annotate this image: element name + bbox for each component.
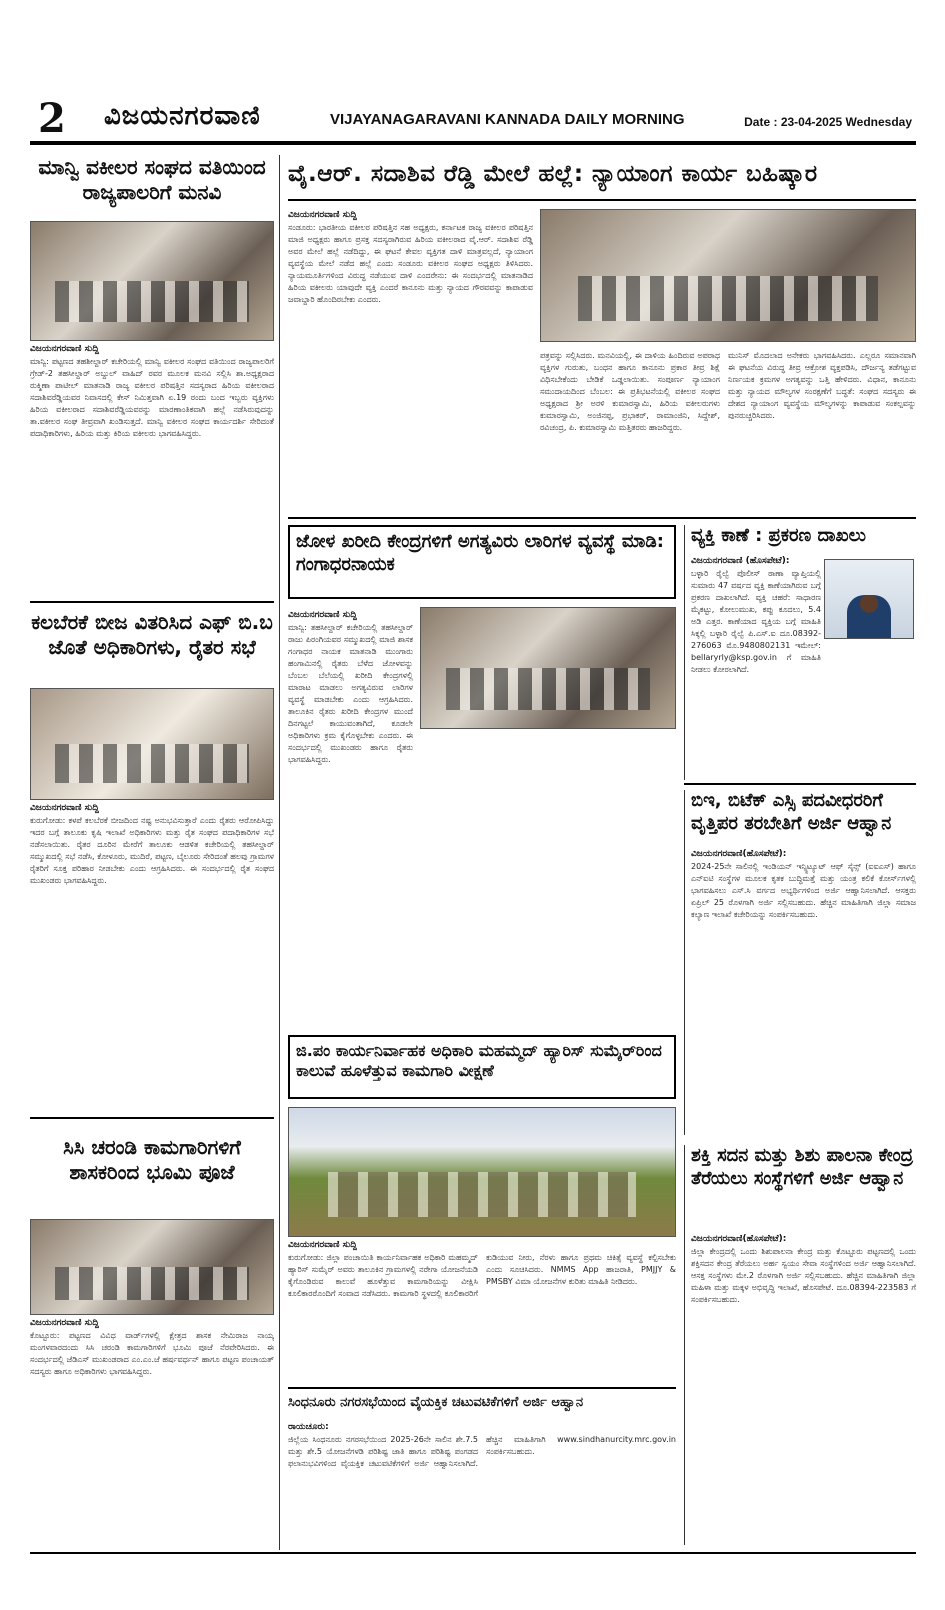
page-number: 2	[38, 95, 66, 142]
divider	[684, 783, 916, 785]
left-column	[30, 155, 280, 1550]
story-missing-person	[684, 525, 916, 780]
portrait-photo	[824, 559, 914, 639]
headline: ಬಿಇ, ಬಿಟೆಕ್ ಎಸ್ಸಿ ಪದವೀಧರರಿಗೆ ವೃತ್ತಿಪರ ತರಬೇತಿಗೆ ಅರ್ಜಿ ಆಹ್ವಾನ	[691, 790, 892, 834]
byline: ವಿಜಯನಗರವಾಣಿ ಸುದ್ದಿ	[30, 344, 99, 354]
story-seed-meeting	[30, 610, 274, 1130]
headline: ಕಲಬೆರಕೆ ಬೀಜ ವಿತರಿಸಿದ ಎಫ್ ಬಿ.ಬ ಜೊತೆ ಅಧಿಕಾರಿಗಳು, ರೈತರ ಸಭೆ	[31, 610, 273, 659]
divider	[288, 517, 916, 519]
byline: ವಿಜಯನಗರವಾಣಿ ಸುದ್ದಿ	[288, 210, 357, 220]
divider	[30, 1117, 274, 1119]
news-photo	[288, 1107, 676, 1237]
masthead	[30, 93, 916, 145]
story-body: ಸಂಡೂರು: ಭಾರತೀಯ ವಕೀಲರ ಪರಿಷತ್ತಿನ ಸಹ ಅಧ್ಯಕ್ಷರು, ಕರ್ನಾಟಕ ರಾಜ್ಯ ವಕೀಲರ ಪರಿಷತ್ತಿನ ಮಾಜಿ ಅಧ್ಯಕ್ಷರು ಹಾಗೂ ಪ್ರಸಕ್ತ ಸದಸ್ಯರಾಗಿರುವ ಹಿರಿಯ ವಕೀಲರಾದ ವೈ.ಆರ್. ಸದಾಶಿವ ರೆಡ್ಡಿ ಅವರ ಮೇಲೆ ಹಲ್ಲೆ ನಡೆದಿದ್ದು, ಈ ಘಟನೆ ಕೇವಲ ವ್ಯಕ್ತಿಗತ ದಾಳಿ ಮಾತ್ರವಲ್ಲದೆ, ನ್ಯಾಯಾಂಗ ವ್ಯವಸ್ಥೆಯ ಮೇಲೆ ನಡೆದ ಹಲ್ಲೆ ಎಂದು ಸಂಡೂರು ವಕೀಲರ ಸಂಘದ ಅಧ್ಯಕ್ಷರು ತಿಳಿಸಿದರು. ನ್ಯಾಯಮೂರ್ತಿಗಳಿಂದ ವಿರುದ್ಧ ನಡೆಯುವ ದಾಳಿ ಎಂದರೇನು: ಈ ಸಂದರ್ಭದಲ್ಲಿ ಮಾತನಾಡಿದ ಹಿರಿಯ ವಕೀಲರು ಯಾವುದೇ ವ್ಯಕ್ತಿ ಎಂದರೆ ಕಾನೂನು ಮತ್ತು ನ್ಯಾಯದ ಗೌರವವನ್ನು ಕಾಪಾಡುವ ಜವಾಬ್ದಾರಿ ಹೊಂದಿರಬೇಕು ಎಂದರು.	[288, 223, 533, 304]
paper-name-english: VIJAYANAGARAVANI KANNADA DAILY MORNING	[330, 111, 685, 128]
story-cc-drain	[30, 1135, 274, 1545]
story-body: ಜಿಲ್ಲಾ ಕೇಂದ್ರದಲ್ಲಿ ಒಂದು ಶಿಶುಪಾಲನಾ ಕೇಂದ್ರ ಮತ್ತು ಕೊಟ್ಟೂರು ಪಟ್ಟಣದಲ್ಲಿ ಒಂದು ಶಕ್ತಿಸದನ ಕೇಂದ್ರ ತೆರೆಯಲು ಅರ್ಹ ಸ್ವಯಂ ಸೇವಾ ಸಂಸ್ಥೆಗಳಿಂದ ಅರ್ಜಿ ಆಹ್ವಾನಿಸಲಾಗಿದೆ. ಆಸಕ್ತ ಸಂಸ್ಥೆಗಳು ಮೇ.2 ರೊಳಗಾಗಿ ಅರ್ಜಿ ಸಲ್ಲಿಸಬಹುದು. ಹೆಚ್ಚಿನ ಮಾಹಿತಿಗಾಗಿ ಜಿಲ್ಲಾ ಮಹಿಳಾ ಮತ್ತು ಮಕ್ಕಳ ಅಭಿವೃದ್ಧಿ ಇಲಾಖೆ, ಹೊಸಪೇಟೆ. ದೂ.08394-223583 ಗೆ ಸಂಪರ್ಕಿಸಬಹುದು.	[691, 1247, 916, 1304]
story-body: ಜಿಲ್ಲೆಯ ಸಿಂಧನೂರು ನಗರಸಭೆಯಿಂದ 2025-26ನೇ ಸಾಲಿನ ಶೇ.7.5 ಮತ್ತು ಶೇ.5 ಯೋಜನೆಗಳಡಿ ಪರಿಶಿಷ್ಟ ಜಾತಿ ಹಾಗೂ ಪರಿಶಿಷ್ಟ ಪಂಗಡದ ಫಲಾನುಭವಿಗಳಿಂದ ವೈಯಕ್ತಿಕ ಚಟುವಟಿಕೆಗಳಿಗೆ ಅರ್ಜಿ ಆಹ್ವಾನಿಸಲಾಗಿದೆ. ಹೆಚ್ಚಿನ ಮಾಹಿತಿಗಾಗಿ www.sindhanurcity.mrc.gov.in ಸಂಪರ್ಕಿಸಬಹುದು.	[288, 1435, 676, 1468]
byline: ವಿಜಯನಗರವಾಣಿ(ಹೊಸಪೇಟೆ):	[691, 1234, 787, 1244]
story-body: 2024-25ನೇ ಸಾಲಿನಲ್ಲಿ ಇಂಡಿಯನ್ ಇನ್ಸ್ಟಿಟ್ಯೂಟ್ ಆಫ್ ಸೈನ್ಸ್ (ಐಐಎಸ್) ಹಾಗೂ ಎನ್‌ಐಟಿ ಸಂಸ್ಥೆಗಳ ಮೂಲಕ ಕೃತಕ ಬುದ್ಧಿಮತ್ತೆ ಮತ್ತು ಯಂತ್ರ ಕಲಿಕೆ ಕೋರ್ಸ್‌ಗಳಲ್ಲಿ ಭಾಗವಹಿಸಲು ಎಸ್.ಸಿ ವರ್ಗದ ಅಭ್ಯರ್ಥಿಗಳಿಂದ ಅರ್ಜಿ ಆಹ್ವಾನಿಸಲಾಗಿದೆ. ಆಸಕ್ತರು ಏಪ್ರಿಲ್ 25 ರೊಳಗಾಗಿ ಅರ್ಜಿ ಸಲ್ಲಿಸಬಹುದು. ಹೆಚ್ಚಿನ ಮಾಹಿತಿಗಾಗಿ ಜಿಲ್ಲಾ ಸಮಾಜ ಕಲ್ಯಾಣ ಇಲಾಖೆ ಕಚೇರಿಯನ್ನು ಸಂಪರ್ಕಿಸಬಹುದು.	[691, 862, 916, 919]
story-shakti-sadana	[684, 1145, 916, 1545]
story-sindhanur-applications	[288, 1395, 676, 1545]
headline: ಶಕ್ತಿ ಸದನ ಮತ್ತು ಶಿಶು ಪಾಲನಾ ಕೇಂದ್ರ ತೆರೆಯಲು ಸಂಸ್ಥೆಗಳಿಗೆ ಅರ್ಜಿ ಆಹ್ವಾನ	[691, 1145, 914, 1189]
headline: ಜೋಳ ಖರೀದಿ ಕೇಂದ್ರಗಳಿಗೆ ಅಗತ್ಯವಿರು ಲಾರಿಗಳ ವ್ಯವಸ್ಥೆ ಮಾಡಿ: ಗಂಗಾಧರನಾಯಕ	[288, 525, 676, 599]
byline: ವಿಜಯನಗರವಾಣಿ ಸುದ್ದಿ	[288, 610, 357, 620]
news-photo	[30, 688, 274, 800]
byline: ವಿಜಯನಗರವಾಣಿ ಸುದ್ದಿ	[30, 1318, 99, 1328]
story-body: ಕುರುಗೋಡು: ಕಳಪೆ ಕಲಬೆರಕೆ ಬೀಜದಿಂದ ನಷ್ಟ ಅನುಭವಿಸುತ್ತಾರೆ ಎಂದು ರೈತರು ಆರೋಪಿಸಿದ್ದು ಇದರ ಬಗ್ಗೆ ತಾಲೂಕು ಕೃಷಿ ಇಲಾಖೆ ಅಧಿಕಾರಿಗಳು ಮತ್ತು ರೈತ ಸಂಘದ ಪದಾಧಿಕಾರಿಗಳ ಸಭೆ ನಡೆಸಲಾಯಿತು. ರೈತರ ದೂರಿನ ಮೇರೆಗೆ ತಾಲೂಕು ಆಡಳಿತ ಕಚೇರಿಯಲ್ಲಿ ತಹಸೀಲ್ದಾರ್ ಸಮ್ಮುಖದಲ್ಲಿ ಸಭೆ ನಡೆಸಿ, ಕೋಳೂರು, ಮುದಿರೆ, ಪಟ್ಟಣ, ಬೈಲೂರು ಸೇರಿದಂತೆ ಹಲವು ಗ್ರಾಮಗಳ ರೈತರಿಗೆ ಸೂಕ್ತ ಪರಿಹಾರ ನೀಡಬೇಕು ಎಂದು ಆಗ್ರಹಿಸಿದರು. ಈ ಸಂದರ್ಭದಲ್ಲಿ ರೈತ ಸಂಘದ ಮುಖಂಡರು ಭಾಗವಹಿಸಿದ್ದರು.	[30, 816, 274, 885]
date-line: Date : 23-04-2025 Wednesday	[744, 115, 912, 129]
story-manvi-lawyers	[30, 155, 274, 595]
news-photo	[540, 209, 916, 342]
headline: ಸಿಂಧನೂರು ನಗರಸಭೆಯಿಂದ ವೈಯಕ್ತಿಕ ಚಟುವಟಿಕೆಗಳಿಗೆ ಅರ್ಜಿ ಆಹ್ವಾನ	[288, 1395, 584, 1410]
byline: ವಿಜಯನಗರವಾಣಿ ಸುದ್ದಿ	[288, 1240, 357, 1250]
headline: ವೈ.ಆರ್. ಸದಾಶಿವ ರೆಡ್ಡಿ ಮೇಲೆ ಹಲ್ಲೆ: ನ್ಯಾಯಾಂಗ ಕಾರ್ಯ ಬಹಿಷ್ಕಾರ	[288, 155, 916, 201]
news-photo	[30, 1219, 274, 1315]
story-body: ಕುರುಗೋಡು: ಜಿಲ್ಲಾ ಪಂಚಾಯಿತಿ ಕಾರ್ಯನಿರ್ವಾಹಕ ಅಧಿಕಾರಿ ಮಹಮ್ಮದ್ ಹ್ಯಾರಿಸ್ ಸುಮೈರ್ ಅವರು ತಾಲೂಕಿನ ಗ್ರಾಮಗಳಲ್ಲಿ ನರೇಗಾ ಯೋಜನೆಯಡಿ ಕೈಗೊಂಡಿರುವ ಕಾಲುವೆ ಹೂಳೆತ್ತುವ ಕಾಮಗಾರಿಯನ್ನು ವೀಕ್ಷಿಸಿ ಕೂಲಿಕಾರರೊಂದಿಗೆ ಸಂವಾದ ನಡೆಸಿದರು. ಕಾಮಗಾರಿ ಸ್ಥಳದಲ್ಲಿ ಕೂಲಿಕಾರರಿಗೆ ಕುಡಿಯುವ ನೀರು, ನೆರಳು ಹಾಗೂ ಪ್ರಥಮ ಚಿಕಿತ್ಸೆ ವ್ಯವಸ್ಥೆ ಕಲ್ಪಿಸಬೇಕು ಎಂದು ಸೂಚಿಸಿದರು. NMMS App ಹಾಜರಾತಿ, PMJJY & PMSBY ವಿಮಾ ಯೋಜನೆಗಳ ಕುರಿತು ಮಾಹಿತಿ ನೀಡಿದರು.	[288, 1253, 676, 1298]
divider	[30, 601, 274, 603]
bottom-rule	[30, 1552, 916, 1554]
story-zp-canal-inspection	[288, 1035, 676, 1380]
byline: ವಿಜಯನಗರವಾಣಿ(ಹೊಸಪೇಟೆ):	[691, 849, 787, 859]
paper-name-kannada: ವಿಜಯನಗರವಾಣಿ	[104, 101, 261, 131]
story-body: ಮಾನ್ವಿ: ಪಟ್ಟಣದ ತಹಶೀಲ್ದಾರ್ ಕಚೇರಿಯಲ್ಲಿ ಮಾನ್ವಿ ವಕೀಲರ ಸಂಘದ ವತಿಯಿಂದ ರಾಜ್ಯಪಾಲರಿಗೆ ಗ್ರೇಡ್-2 ತಹಸೀಲ್ದಾರ್ ಅಬ್ದುಲ್ ವಾಹಿದ್ ರವರ ಮೂಲಕ ಮನವಿ ಸಲ್ಲಿಸಿ ಶಾ.ಅಧ್ಯಕ್ಷರಾದ ರುಕ್ಮಿಣಾ ಪಾಟೀಲ್ ಮಾತನಾಡಿ ರಾಜ್ಯ ವಕೀಲರ ಪರಿಷತ್ತಿನ ಸದಸ್ಯರಾದ ಹಿರಿಯ ವಕೀಲರಾದ ಸದಾಶಿವರೆಡ್ಡಿಯವರ ನಿವಾಸದಲ್ಲಿ ಕೇಸ್ ನಿಮಿತ್ತವಾಗಿ ಏ.19 ರಂದು ಬಂದ ಇಬ್ಬರು ವ್ಯಕ್ತಿಗಳು ಹಿರಿಯ ವಕೀಲರಾದ ಸದಾಶಿವರೆಡ್ಡಿಯವರನ್ನು ಮಾರಣಾಂತಿಕವಾಗಿ ಹಲ್ಲೆ ನಡೆಸಿರುವುದನ್ನು ತಾ.ವಕೀಲರ ಸಂಘ ತೀವ್ರವಾಗಿ ಖಂಡಿಸುತ್ತದೆ. ಮಾನ್ವಿ ವಕೀಲರ ಸಂಘದ ಕಾರ್ಯದರ್ಶಿ ಸೇರಿದಂತೆ ಪದಾಧಿಕಾರಿಗಳು, ಹಿರಿಯ ಮತ್ತು ಕಿರಿಯ ವಕೀಲರು ಭಾಗವಹಿಸಿದ್ದರು.	[30, 357, 274, 438]
story-body: ಬಳ್ಳಾರಿ ರೈಲ್ವೆ ಪೊಲೀಸ್ ಠಾಣಾ ವ್ಯಾಪ್ತಿಯಲ್ಲಿ ಸುಮಾರು 47 ವರ್ಷದ ವ್ಯಕ್ತಿ ಕಾಣೆಯಾಗಿರುವ ಬಗ್ಗೆ ಪ್ರಕರಣ ದಾಖಲಾಗಿದೆ. ವ್ಯಕ್ತಿ ಚಹರೆ: ಸಾಧಾರಣ ಮೈಕಟ್ಟು, ಕೋಲುಮುಖ, ಕಪ್ಪು ಕೂದಲು, 5.4 ಅಡಿ ಎತ್ತರ. ಕಾಣೆಯಾದ ವ್ಯಕ್ತಿಯ ಬಗ್ಗೆ ಮಾಹಿತಿ ಸಿಕ್ಕಲ್ಲಿ ಬಳ್ಳಾರಿ ರೈಲ್ವೆ ಪಿ.ಎಸ್.ಐ ದೂ.08392-276063 ಮೊ.9480802131 ಇಮೇಲ್: bellaryrly@ksp.gov.in ಗೆ ಮಾಹಿತಿ ನೀಡಲು ಕೋರಲಾಗಿದೆ.	[691, 569, 821, 674]
story-body: ಕೊಟ್ಟೂರು: ಪಟ್ಟಣದ ವಿವಿಧ ವಾರ್ಡ್‌ಗಳಲ್ಲಿ ಕ್ಷೇತ್ರದ ಶಾಸಕ ನೇಮಿರಾಜ ನಾಯ್ಕ ಮಂಗಳವಾರದಂದು ಸಿಸಿ ಚರಂಡಿ ಕಾಮಗಾರಿಗಳಿಗೆ ಭೂಮಿ ಪೂಜೆ ನೆರವೇರಿಸಿದರು. ಈ ಸಂದರ್ಭದಲ್ಲಿ ಜೆಡಿಎಸ್ ಮುಖಂಡರಾದ ಎಂ.ಎಂ.ಜೆ ಹರ್ಷವರ್ಧನ್ ಹಾಗೂ ಪಟ್ಟಣ ಪಂಚಾಯತ್ ಸದಸ್ಯರು ಹಾಗೂ ಅಧಿಕಾರಿಗಳು ಭಾಗವಹಿಸಿದ್ದರು.	[30, 1331, 274, 1376]
byline: ರಾಯಚೂರು:	[288, 1422, 329, 1432]
headline: ಸಿಸಿ ಚರಂಡಿ ಕಾಮಗಾರಿಗಳಿಗೆ ಶಾಸಕರಿಂದ ಭೂಮಿ ಪೂಜೆ	[63, 1135, 241, 1184]
headline: ಜಿ.ಪಂ ಕಾರ್ಯನಿರ್ವಾಹಕ ಅಧಿಕಾರಿ ಮಹಮ್ಮದ್ ಹ್ಯಾರಿಸ್ ಸುಮೈರ್‌ರಿಂದ ಕಾಲುವೆ ಹೂಳೆತ್ತುವ ಕಾಮಗಾರಿ ವೀಕ್ಷಣೆ	[288, 1035, 676, 1099]
story-jola-lorries	[288, 525, 676, 1025]
news-photo	[30, 221, 274, 341]
headline: ಮಾನ್ವಿ ವಕೀಲರ ಸಂಘದ ವತಿಯಿಂದ ರಾಜ್ಯಪಾಲರಿಗೆ ಮನವಿ	[38, 155, 266, 204]
byline: ವಿಜಯನಗರವಾಣಿ (ಹೊಸಪೇಟೆ):	[691, 556, 790, 566]
news-photo	[420, 607, 676, 729]
story-body: ಪತ್ರವನ್ನು ಸಲ್ಲಿಸಿದರು. ಮನವಿಯಲ್ಲಿ, ಈ ದಾಳಿಯ ಹಿಂದಿರುವ ಅಪರಾಧ ವ್ಯಕ್ತಿಗಳ ಗುರುತು, ಬಂಧನ ಹಾಗೂ ಕಾನೂನು ಪ್ರಕಾರ ತೀವ್ರ ಶಿಕ್ಷೆ ವಿಧಿಸಬೇಕೆಂದು ಬೇಡಿಕೆ ಒಡ್ಡಲಾಯಿತು. ಸಂಪೂರ್ಣ ನ್ಯಾಯಾಂಗ ಸಮುದಾಯದಿಂದ ಬೆಂಬಲ: ಈ ಪ್ರತಿಭಟನೆಯಲ್ಲಿ ವಕೀಲರ ಸಂಘದ ಅಧ್ಯಕ್ಷರಾದ ಶ್ರೀ ಅರಳಿ ಕುಮಾರಸ್ವಾಮಿ, ಹಿರಿಯ ವಕೀಲರುಗಳು ಕುಮಾರಸ್ವಾಮಿ, ಅಂಜಿನಪ್ಪ, ಪ್ರಭಾಕರ್, ರಾಮಾಂಜಿನಿ, ಸಿದ್ದೇಶ್, ರವಿಚಂದ್ರ, ಪಿ. ಕುಮಾರಸ್ವಾಮಿ ಮತ್ತಿತರರು ಹಾಜರಿದ್ದರು.	[540, 351, 720, 432]
headline: ವ್ಯಕ್ತಿ ಕಾಣೆ : ಪ್ರಕರಣ ದಾಖಲು	[691, 525, 867, 546]
story-lead-sadashiva-reddy	[288, 155, 916, 510]
byline: ವಿಜಯನಗರವಾಣಿ ಸುದ್ದಿ	[30, 803, 99, 813]
story-be-btech-training	[684, 790, 916, 1135]
story-body: ಮುನಿಸ್ ಮೊದಲಾದ ಅನೇಕರು ಭಾಗವಹಿಸಿದರು. ಎಲ್ಲರೂ ಸಮಾನವಾಗಿ ಈ ಘಟನೆಯ ವಿರುದ್ಧ ತೀವ್ರ ಆಕ್ರೋಶ ವ್ಯಕ್ತಪಡಿಸಿ, ದೌರ್ಜನ್ಯ ತಡೆಗಟ್ಟುವ ನಿರ್ಣಯಕ ಕ್ರಮಗಳ ಅಗತ್ಯವನ್ನು ಒತ್ತಿ ಹೇಳಿದರು. ವಿಧಾನ, ಕಾನೂನು ಮತ್ತು ನ್ಯಾಯದ ಮೌಲ್ಯಗಳ ಸಂರಕ್ಷಣೆಗೆ ಬದ್ಧತೆ: ಸಂಘದ ಸದಸ್ಯರು ಈ ದೇಶದ ನ್ಯಾಯಾಂಗ ವ್ಯವಸ್ಥೆಯ ಮೌಲ್ಯಗಳನ್ನು ಕಾಪಾಡುವ ಸಂಕಲ್ಪವನ್ನು ಪುನರುಚ್ಚರಿಸಿದರು.	[728, 351, 916, 420]
right-column	[288, 155, 916, 1550]
story-body: ಮಾನ್ವಿ: ತಹಸೀಲ್ದಾರ್ ಕಚೇರಿಯಲ್ಲಿ ತಹಸೀಲ್ದಾರ್ ರಾಜು ಪಿರಂಗಿಯವರ ಸಮ್ಮುಖದಲ್ಲಿ ಮಾಜಿ ಶಾಸಕ ಗಂಗಾಧರ ನಾಯಕ ಮಾತನಾಡಿ ಮುಂಗಾರು ಹಂಗಾಮಿನಲ್ಲಿ ರೈತರು ಬೆಳೆದ ಜೋಳವನ್ನು ಬೆಂಬಲ ಬೆಲೆಯಲ್ಲಿ ಖರೀದಿ ಕೇಂದ್ರಗಳಲ್ಲಿ ಮಾರಾಟ ಮಾಡಲು ಅಗತ್ಯವಿರುವ ಲಾರಿಗಳ ವ್ಯವಸ್ಥೆ ಮಾಡಬೇಕು ಎಂದು ಆಗ್ರಹಿಸಿದರು. ತಾಲೂಕಿನ ರೈತರು ಖರೀದಿ ಕೇಂದ್ರಗಳ ಮುಂದೆ ದಿನಗಟ್ಟಲೆ ಕಾಯುವಂತಾಗಿದೆ, ಕೂಡಲೇ ಅಧಿಕಾರಿಗಳು ಕ್ರಮ ಕೈಗೊಳ್ಳಬೇಕು ಎಂದರು. ಈ ಸಂದರ್ಭದಲ್ಲಿ ಮುಖಂಡರು ಹಾಗೂ ರೈತರು ಭಾಗವಹಿಸಿದ್ದರು.	[288, 623, 413, 764]
divider	[288, 1387, 676, 1389]
